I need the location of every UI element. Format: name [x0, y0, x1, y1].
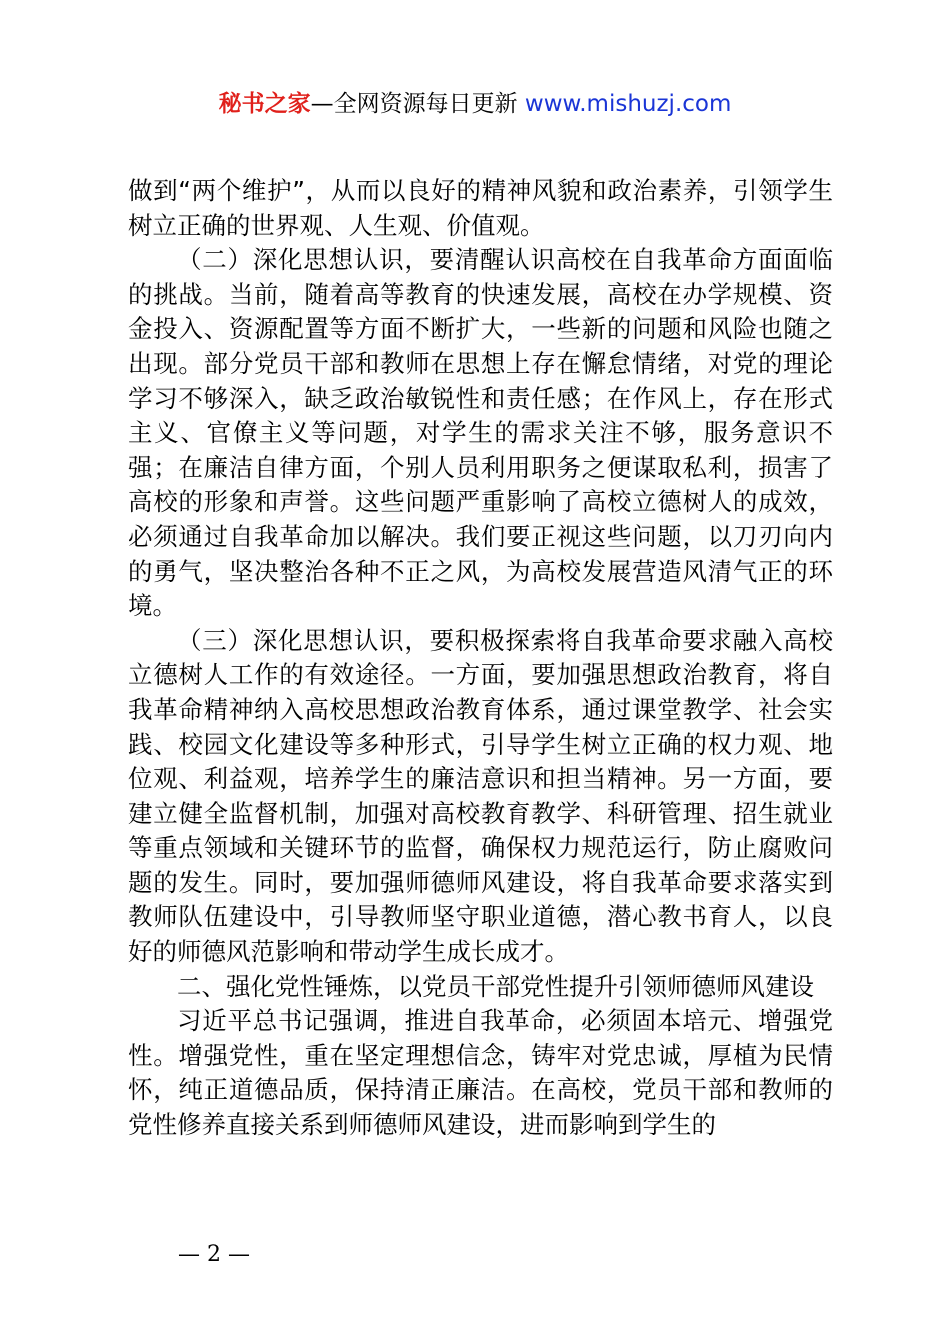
- paragraph-continued: 做到“两个维护”，从而以良好的精神风貌和政治素养，引领学生树立正确的世界观、人生观、价值观。: [128, 176, 833, 240]
- paragraph-section-2: （二）深化思想认识，要清醒认识高校在自我革命方面面临的挑战。当前，随着高等教育的快速发展，高校在办学规模、资金投入、资源配置等方面不断扩大，一些新的问题和风险也随之出现。部分党员干部和教师在思想上存在懈怠情绪，对党的理论学习不够深入，缺乏政治敏锐性和责任感；在作风上，存在形式主义、官僚主义等问题，对学生的需求关注不够，服务意识不强；在廉洁自律方面，个别人员利用职务之便谋取私利，损害了高校的形象和声誉。这些问题严重影响了高校立德树人的成效，必须通过自我革命加以解决。我们要正视这些问题，以刀刃向内的勇气，坚决整治各种不正之风，为高校发展营造风清气正的环境。: [128, 245, 833, 621]
- brand-name: 秘书之家: [218, 91, 311, 117]
- paragraph-party-spirit: 习近平总书记强调，推进自我革命，必须固本培元、增强党性。增强党性，重在坚定理想信念，铸牢对党忠诚，厚植为民情怀，纯正道德品质，保持清正廉洁。在高校，党员干部和教师的党性修养直接关系到师德师风建设，进而影响到学生的: [128, 1006, 833, 1140]
- site-banner: [0, 88, 950, 120]
- website-link[interactable]: www.mishuzj.com: [524, 91, 732, 117]
- document-body: [128, 174, 833, 1143]
- banner-tagline: —全网资源每日更新: [310, 91, 525, 117]
- page-number: — 2 —: [178, 1242, 250, 1267]
- paragraph-section-3: （三）深化思想认识，要积极探索将自我革命要求融入高校立德树人工作的有效途径。一方面，要加强思想政治教育，将自我革命精神纳入高校思想政治教育体系，通过课堂教学、社会实践、校园文化建设等多种形式，引导学生树立正确的权力观、地位观、利益观，培养学生的廉洁意识和担当精神。另一方面，要建立健全监督机制，加强对高校教育教学、科研管理、招生就业等重点领域和关键环节的监督，确保权力规范运行，防止腐败问题的发生。同时，要加强师德师风建设，将自我革命要求落实到教师队伍建设中，引导教师坚守职业道德，潜心教书育人，以良好的师德风范影响和带动学生成长成才。: [128, 625, 833, 967]
- section-heading: 二、强化党性锤炼，以党员干部党性提升引领师德师风建设: [177, 971, 814, 1001]
